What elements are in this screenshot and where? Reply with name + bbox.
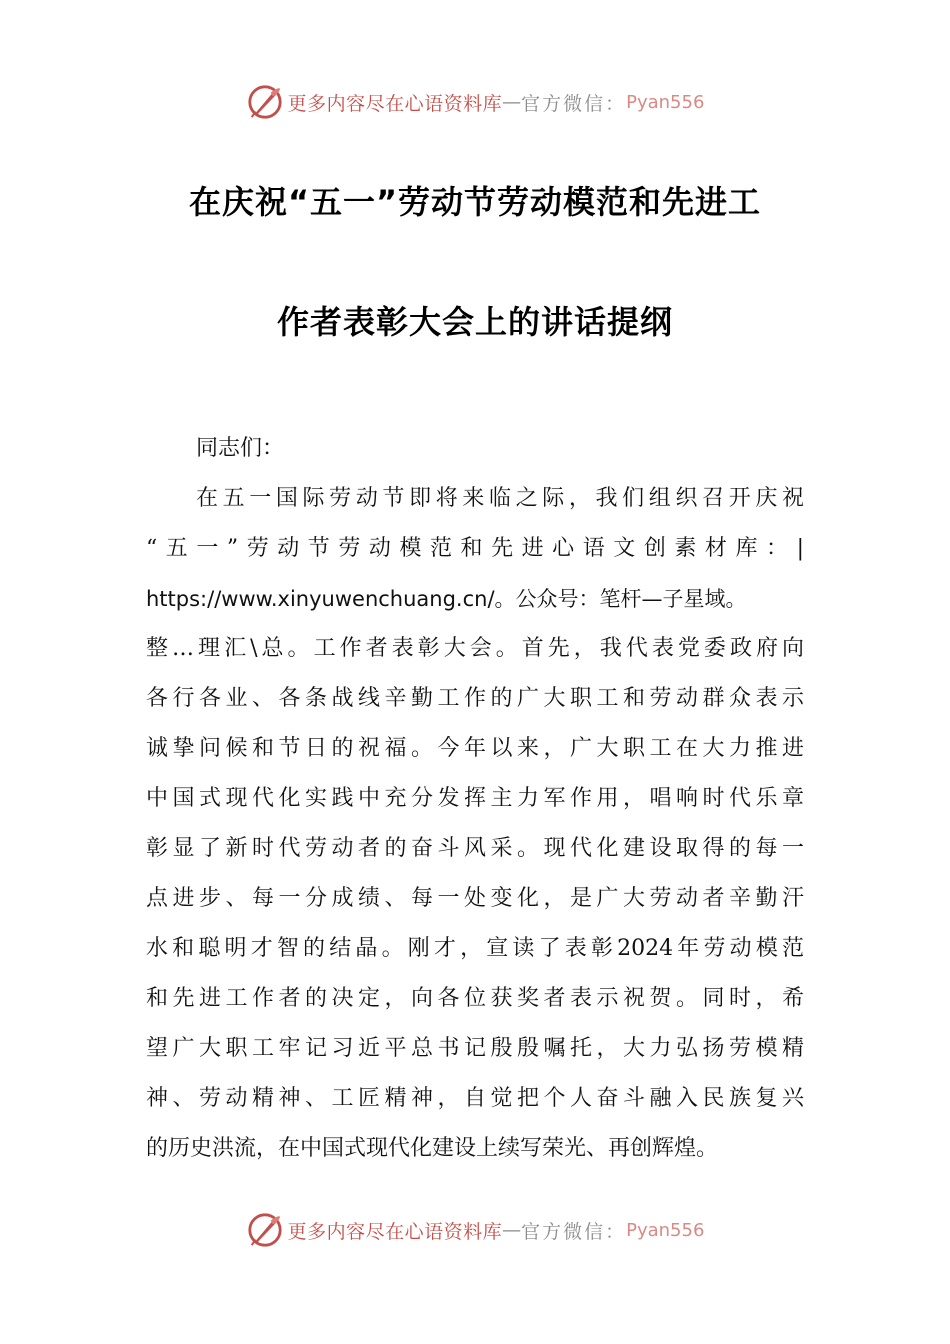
banner-official: 官方微信： (521, 1220, 627, 1243)
document-title-line-2: 作者表彰大会上的讲话提纲 (276, 303, 673, 341)
body-line: 整…理汇\总。工作者表彰大会。首先，我代表党委政府向 (146, 636, 804, 661)
footer-banner (0, 1208, 950, 1252)
body-line: 和先进工作者的决定，向各位获奖者表示祝贺。同时，希 (146, 986, 804, 1011)
banner-dash: — (502, 91, 522, 113)
banner-handle: Pyan556 (626, 91, 705, 113)
body-line: 水和聪明才智的结晶。刚才，宣读了表彰2024年劳动模范 (146, 936, 804, 961)
body-line: “五一”劳动节劳动模范和先进心语文创素材库：| (146, 536, 804, 561)
body-line: 神、劳动精神、工匠精神，自觉把个人奋斗融入民族复兴 (146, 1086, 804, 1111)
body-line: 彰显了新时代劳动者的奋斗风采。现代化建设取得的每一 (146, 836, 804, 861)
body-line: 的历史洪流，在中国式现代化建设上续写荣光、再创辉煌。 (146, 1136, 719, 1161)
body-line: 中国式现代化实践中充分发挥主力军作用，唱响时代乐章 (146, 786, 804, 811)
quill-logo-icon (246, 83, 284, 121)
greeting: 同志们： (196, 436, 285, 461)
banner-brand: 更多内容尽在心语资料库 (287, 1220, 503, 1243)
body-line: 诚挚问候和节日的祝福。今年以来，广大职工在大力推进 (146, 736, 804, 761)
banner-official: 官方微信： (521, 92, 627, 115)
document-title-line-1: 在庆祝“五一”劳动节劳动模范和先进工 (188, 183, 762, 221)
header-banner (0, 80, 950, 124)
body-line-url: https://www.xinyuwenchuang.cn/。公众号：笔杆—子星域。 (146, 587, 747, 611)
body-line: 望广大职工牢记习近平总书记殷殷嘱托，大力弘扬劳模精 (146, 1036, 804, 1061)
banner-handle: Pyan556 (626, 1219, 705, 1241)
body-line: 点进步、每一分成绩、每一处变化，是广大劳动者辛勤汗 (146, 886, 804, 911)
banner-brand: 更多内容尽在心语资料库 (287, 92, 503, 115)
body-line: 在五一国际劳动节即将来临之际，我们组织召开庆祝 (196, 486, 804, 511)
quill-logo-icon (246, 1211, 284, 1249)
banner-dash: — (502, 1219, 522, 1241)
body-line: 各行各业、各条战线辛勤工作的广大职工和劳动群众表示 (146, 686, 804, 711)
